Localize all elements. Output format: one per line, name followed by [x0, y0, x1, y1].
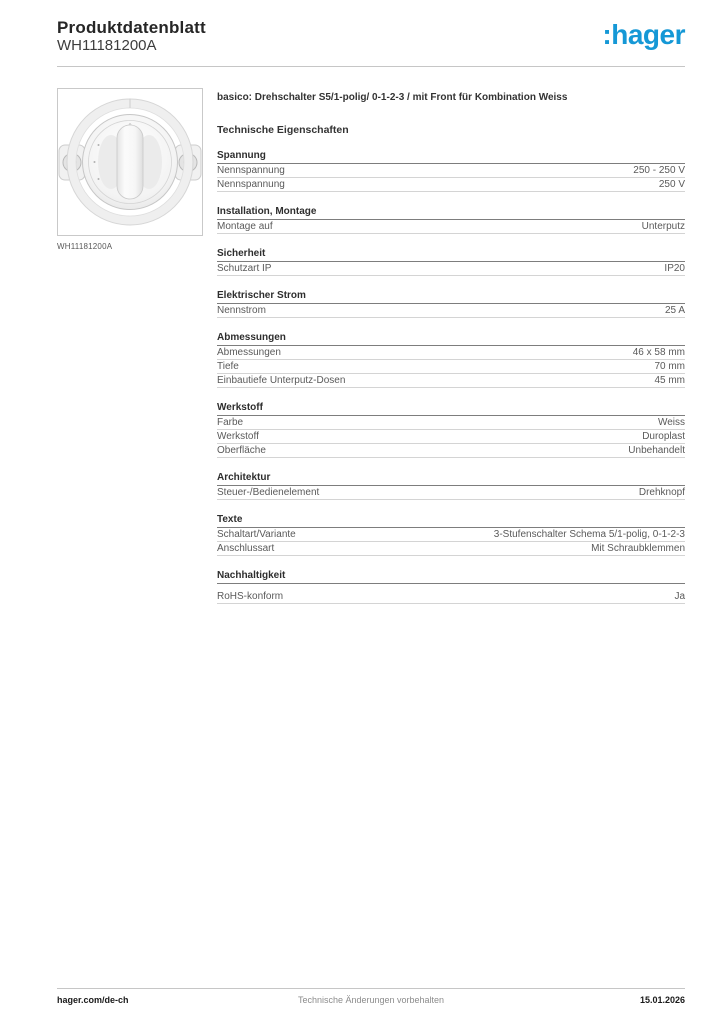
spec-rows: [217, 164, 685, 192]
spec-value: Ja: [674, 591, 685, 602]
spec-value: Duroplast: [642, 431, 685, 442]
spec-section: [217, 570, 685, 604]
main-content: [0, 67, 724, 604]
rotary-switch-illustration: [58, 89, 202, 235]
spec-row: [217, 430, 685, 444]
spec-section: [217, 332, 685, 388]
spec-label: Tiefe: [217, 361, 239, 372]
spec-row: [217, 178, 685, 192]
spec-sections: [217, 150, 685, 604]
spec-label: Oberfläche: [217, 445, 266, 456]
spec-section: [217, 248, 685, 276]
hager-logo: :hager: [602, 19, 685, 50]
spec-section: [217, 290, 685, 318]
spec-section-title: Elektrischer Strom: [217, 290, 685, 304]
spec-rows: [217, 416, 685, 458]
spec-label: RoHS-konform: [217, 591, 284, 602]
spec-rows: [217, 486, 685, 500]
header-titles: [57, 18, 206, 55]
spec-section-title: Architektur: [217, 472, 685, 486]
spec-row: [217, 486, 685, 500]
spec-value: 3-Stufenschalter Schema 5/1-polig, 0-1-2-3: [493, 529, 685, 540]
spec-row: [217, 360, 685, 374]
product-reference: WH11181200A: [57, 37, 157, 54]
spec-section-title: Sicherheit: [217, 248, 685, 262]
spec-section-title: Texte: [217, 514, 685, 528]
spec-value: Unbehandelt: [628, 445, 685, 456]
spec-value: 250 - 250 V: [633, 165, 685, 176]
spec-value: IP20: [664, 263, 685, 274]
spec-rows: [217, 590, 685, 604]
spec-section: [217, 150, 685, 192]
spec-row: [217, 346, 685, 360]
spec-section: [217, 514, 685, 556]
spec-label: Einbautiefe Unterputz-Dosen: [217, 375, 346, 386]
spec-rows: [217, 346, 685, 388]
spec-section: [217, 472, 685, 500]
spec-rows: [217, 304, 685, 318]
spec-label: Werkstoff: [217, 431, 259, 442]
footer: [57, 988, 685, 1005]
spec-section-title: Abmessungen: [217, 332, 685, 346]
spec-row: [217, 220, 685, 234]
spec-value: 70 mm: [654, 361, 685, 372]
product-title: basico: Drehschalter S5/1-polig/ 0-1-2-3 / mit Front für Kombination Weiss: [217, 92, 568, 103]
spec-value: Unterputz: [641, 221, 685, 232]
specs-heading: Technische Eigenschaften: [217, 124, 349, 136]
spec-value: Mit Schraubklemmen: [591, 543, 685, 554]
spec-section-title: Nachhaltigkeit: [217, 570, 685, 584]
spec-row: [217, 304, 685, 318]
specs-column: [217, 88, 685, 604]
spec-section-title: Installation, Montage: [217, 206, 685, 220]
spec-row: [217, 374, 685, 388]
header: [0, 0, 724, 55]
spec-row: [217, 262, 685, 276]
spec-row: [217, 416, 685, 430]
spec-value: 25 A: [664, 305, 685, 316]
product-image-column: [57, 88, 203, 604]
spec-label: Steuer-/Bedienelement: [217, 487, 320, 498]
spec-label: Nennspannung: [217, 179, 285, 190]
spec-rows: [217, 528, 685, 556]
spec-label: Farbe: [217, 417, 244, 428]
document-title: Produktdatenblatt: [57, 18, 206, 37]
spec-value: 250 V: [658, 179, 685, 190]
spec-value: Drehknopf: [638, 487, 685, 498]
spec-label: Montage auf: [217, 221, 273, 232]
spec-section: [217, 206, 685, 234]
product-image-caption: WH11181200A: [57, 242, 113, 251]
spec-value: Weiss: [657, 417, 685, 428]
footer-website: hager.com/de-ch: [57, 995, 129, 1005]
spec-row: [217, 164, 685, 178]
spec-value: 46 x 58 mm: [632, 347, 685, 358]
spec-section-title: Spannung: [217, 150, 685, 164]
spec-rows: [217, 220, 685, 234]
spec-label: Schaltart/Variante: [217, 529, 296, 540]
spec-label: Abmessungen: [217, 347, 281, 358]
product-image: [57, 88, 203, 236]
spec-row: [217, 528, 685, 542]
spec-label: Anschlussart: [217, 543, 275, 554]
spec-section: [217, 402, 685, 458]
spec-row: [217, 542, 685, 556]
spec-label: Schutzart IP: [217, 263, 272, 274]
footer-notice: Technische Änderungen vorbehalten: [297, 995, 445, 1005]
spec-label: Nennstrom: [217, 305, 266, 316]
spec-rows: [217, 262, 685, 276]
spec-value: 45 mm: [654, 375, 685, 386]
spec-label: Nennspannung: [217, 165, 285, 176]
spec-row: [217, 590, 685, 604]
spec-row: [217, 444, 685, 458]
footer-date: 15.01.2026: [639, 995, 685, 1005]
spec-section-title: Werkstoff: [217, 402, 685, 416]
